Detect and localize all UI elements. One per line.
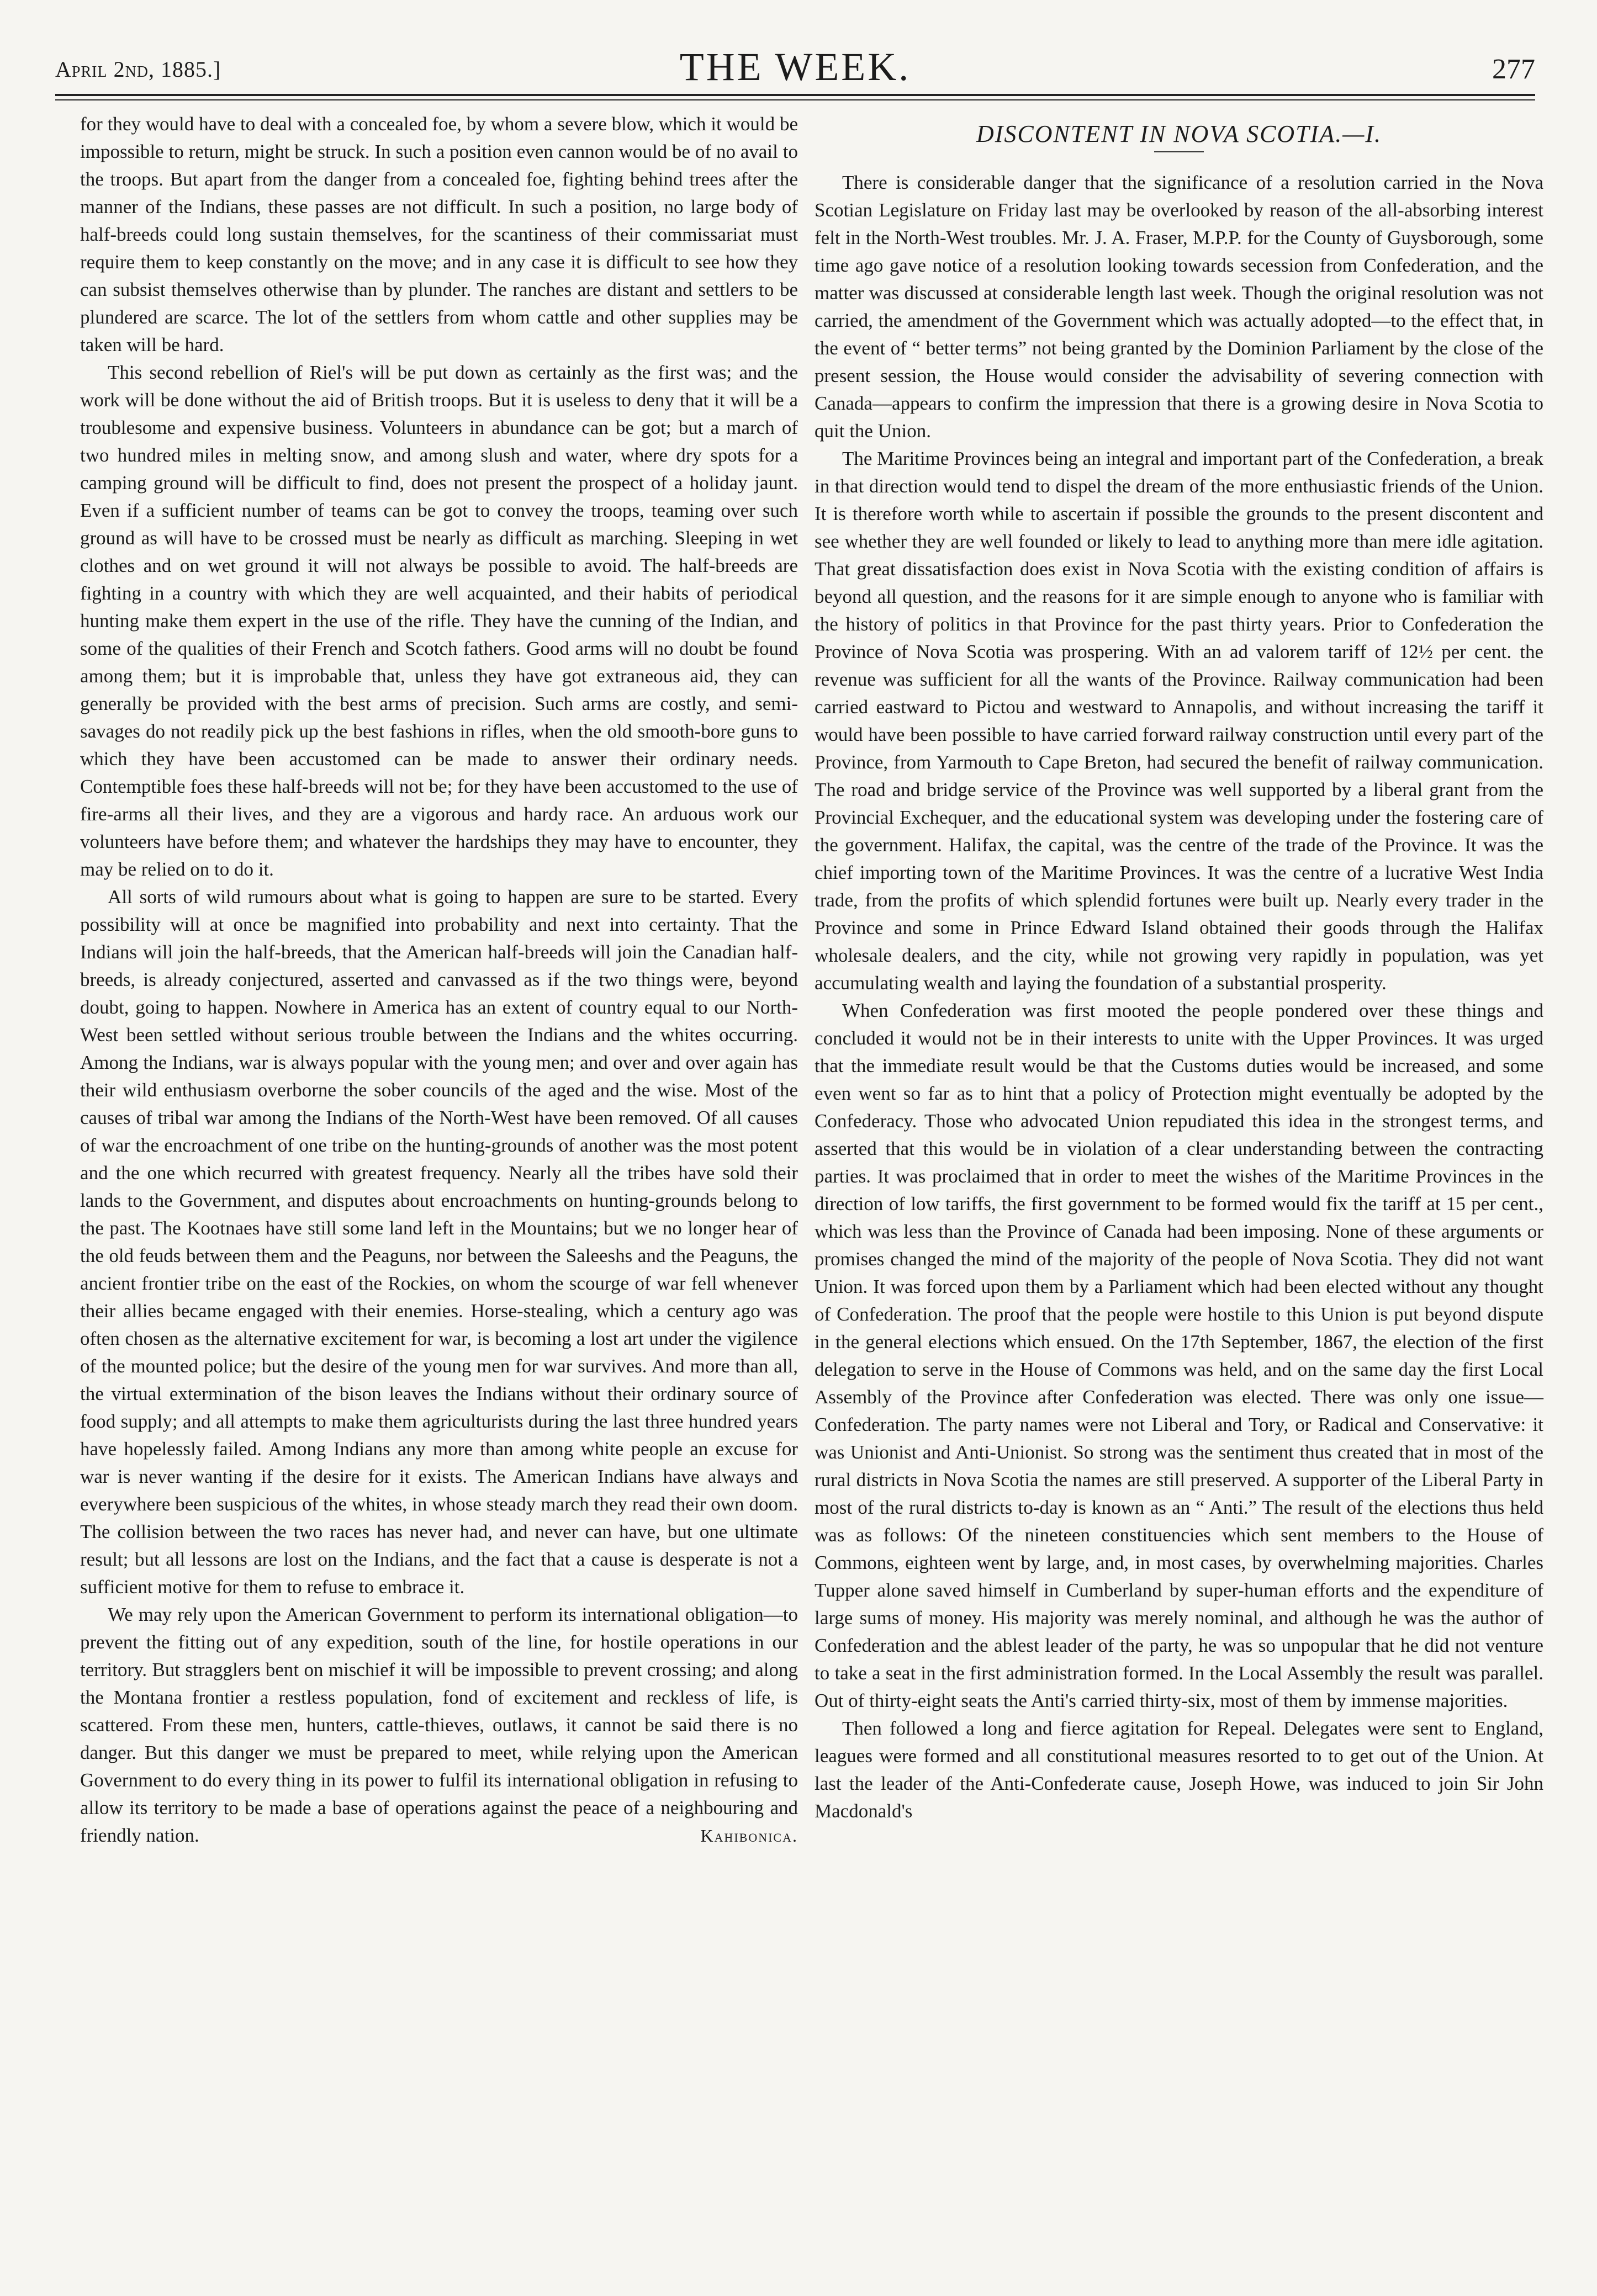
right-column <box>815 110 1543 1825</box>
left-paragraph-2: This second rebellion of Riel's will be put down as certainly as the first was; and the work will be done without the aid of British troops. But it is useless to deny that it will be a troublesome and expensive business. Volunteers in abundance can be got; but a march of two hundred miles in melting snow, and among slush and water, where dry spots for a camping ground will be difficult to find, does not present the prospect of a holiday jaunt. Even if a sufficient number of teams can be got to convey the troops, teaming over such ground as will have to be crossed must be nearly as difficult as marching. Sleeping in wet clothes and on wet ground it will not always be possible to avoid. The half-breeds are fighting in a country with which they are well acquainted, and their habits of periodical hunting make them expert in the use of the rifle. They have the cunning of the Indian, and some of the qualities of their French and Scotch fathers. Good arms will no doubt be found among them; but it is improbable that, unless they have got extraneous aid, they can generally be provided with the best arms of precision. Such arms are costly, and semi-savages do not readily pick up the best fashions in rifles, when the old smooth-bore guns to which they have been accustomed can be made to answer their ordinary needs. Contemptible foes these half-breeds will not be; for they have been accustomed to the use of fire-arms all their lives, and they are a vigorous and hardy race. An arduous work our volunteers have before them; and whatever the hardships they may have to encounter, they may be relied on to do it. <box>80 362 798 880</box>
right-paragraph-2: The Maritime Provinces being an integral and important part of the Confederation, a break in that direction would tend to dispel the dream of the more enthusiastic friends of the Union. It is therefore worth while to ascertain if possible the grounds to the present discontent and see whether they are well founded or likely to lead to anything more than mere idle agitation. That great dissatisfaction does exist in Nova Scotia with the existing condition of affairs is beyond all question, and the reasons for it are simple enough to anyone who is familiar with the history of politics in that Province for the past thirty years. Prior to Confederation the Province of Nova Scotia was prospering. With an ad valorem tariff of 12½ per cent. the revenue was sufficient for all the wants of the Province. Railway communication had been carried eastward to Pictou and westward to Annapolis, and without increasing the tariff it would have been possible to have carried forward railway construction until every part of the Province, from Yarmouth to Cape Breton, had secured the benefit of railway communication. The road and bridge service of the Province was well supported by a liberal grant from the Provincial Exchequer, and the educational system was developing under the fostering care of the government. Halifax, the capital, was the centre of the trade of the Province. It was the chief importing town of the Maritime Provinces. It was the centre of a lucrative West India trade, from the profits of which splendid fortunes were built up. Nearly every trader in the Province and some in Prince Edward Island obtained their goods through the Halifax wholesale dealers, and the city, while not growing very rapidly in population, was yet accumulating wealth and laying the foundation of a substantial prosperity. <box>815 448 1543 994</box>
header-rule-thin <box>55 99 1535 100</box>
title-rule <box>1154 151 1204 152</box>
page-header <box>55 38 1535 109</box>
publication-title: THE WEEK. <box>679 45 911 89</box>
issue-date: April 2nd, 1885.] <box>55 57 221 82</box>
author-signature: Kahibonica. <box>700 1826 798 1846</box>
right-paragraph-1: There is considerable danger that the significance of a resolution carried in the Nova Scotian Legislature on Friday last may be overlooked by reason of the all-absorbing interest felt in the North-West troubles. Mr. J. A. Fraser, M.P.P. for the County of Guysborough, some time ago gave notice of a resolution looking towards secession from Confederation, and the matter was discussed at considerable length last week. Though the original resolution was not carried, the amendment of the Government which was actually adopted—to the effect that, in the event of “ better terms” not being granted by the Dominion Parliament by the close of the present session, the House would consider the advisability of severing connection with Canada—appears to confirm the impression that there is a growing desire in Nova Scotia to quit the Union. <box>815 172 1543 442</box>
right-paragraph-4: Then followed a long and fierce agitation for Repeal. Delegates were sent to England, leagues were formed and all constitutional measures resorted to to get out of the Union. At last the leader of the Anti-Confederate cause, Joseph Howe, was induced to join Sir John Macdonald's <box>815 1717 1543 1822</box>
left-paragraph-1: for they would have to deal with a concealed foe, by whom a severe blow, which it would be impossible to return, might be struck. In such a position even cannon would be of no avail to the troops. But apart from the danger from a concealed foe, fighting behind trees after the manner of the Indians, these passes are not difficult. In such a position, no large body of half-breeds could long sustain themselves, for the scantiness of their commissariat must require them to keep constantly on the move; and in any case it is difficult to see how they can subsist themselves otherwise than by plunder. The ranches are distant and settlers to be plundered are scarce. The lot of the settlers from whom cattle and other supplies may be taken will be hard. <box>80 113 798 356</box>
right-paragraph-3: When Confederation was first mooted the people pondered over these things and concluded it would not be in their interests to unite with the Upper Provinces. It was urged that the immediate result would be that the Customs duties would be increased, and some even went so far as to hint that a policy of Protection might eventually be adopted by the Confederacy. Those who advocated Union repudiated this idea in the strongest terms, and asserted that this would be in violation of a clear understanding between the contracting parties. It was proclaimed that in order to meet the wishes of the Maritime Provinces in the direction of low tariffs, the first government to be formed would fix the tariff at 15 per cent., which was less than the Province of Canada had been imposing. None of these arguments or promises changed the mind of the majority of the people of Nova Scotia. They did not want Union. It was forced upon them by a Parliament which had been elected without any thought of Confederation. The proof that the people were hostile to this Union is put beyond dispute in the general elections which ensued. On the 17th September, 1867, the election of the first delegation to serve in the House of Commons was held, and on the same day the first Local Assembly of the Province after Confederation was elected. There was only one issue—Confederation. The party names were not Liberal and Tory, or Radical and Conservative: it was Unionist and Anti-Unionist. So strong was the sentiment thus created that in most of the rural districts in Nova Scotia the names are still preserved. A supporter of the Liberal Party in most of the rural districts to-day is known as an “ Anti.” The result of the elections thus held was as follows: Of the nineteen constituencies which sent members to the House of Commons, eighteen went by large, and, in most cases, by overwhelming majorities. Charles Tupper alone saved himself in Cumberland by super-human efforts and the expenditure of large sums of money. His majority was merely nominal, and although he was the author of Confederation and the ablest leader of the party, he was so unpopular that he did not venture to take a seat in the first administration formed. In the Local Assembly the result was parallel. Out of thirty-eight seats the Anti's carried thirty-six, most of them by immense majorities. <box>815 1000 1543 1711</box>
page-number: 277 <box>1492 54 1535 85</box>
article-title: DISCONTENT IN NOVA SCOTIA.—I. <box>976 120 1382 147</box>
left-paragraph-4: We may rely upon the American Government to perform its international obligation—to prevent the fitting out of any expedition, south of the line, for hostile operations in our territory. But stragglers bent on mischief it will be impossible to prevent crossing; and along the Montana frontier a restless population, fond of excitement and reckless of life, is scattered. From these men, hunters, cattle-thieves, outlaws, it cannot be said there is no danger. But this danger we must be prepared to meet, while relying upon the American Government to do every thing in its power to fulfil its international obligation in refusing to allow its territory to be made a base of operations against the peace of a neighbouring and friendly nation. <box>80 1604 798 1846</box>
left-column <box>80 110 809 1849</box>
header-rule-thick <box>55 94 1535 96</box>
left-paragraph-3: All sorts of wild rumours about what is going to happen are sure to be started. Every possibility will at once be magnified into probability and next into certainty. That the Indians will join the half-breeds, that the American half-breeds will join the Canadian half-breeds, is already conjectured, asserted and canvassed as if the two things were, beyond doubt, going to happen. Nowhere in America has an extent of country equal to our North-West been settled without serious trouble between the Indians and the whites occurring. Among the Indians, war is always popular with the young men; and over and over again has their wild enthusiasm overborne the sober councils of the aged and the wise. Most of the causes of tribal war among the Indians of the North-West have been removed. Of all causes of war the encroachment of one tribe on the hunting-grounds of another was the most potent and the one which recurred with greatest frequency. Nearly all the tribes have sold their lands to the Government, and disputes about encroachments on hunting-grounds belong to the past. The Kootnaes have still some land left in the Mountains; but we no longer hear of the old feuds between them and the Peaguns, nor between the Saleeshs and the Peaguns, the ancient frontier tribe on the east of the Rockies, on whom the scourge of war fell whenever their allies became engaged with their enemies. Horse-stealing, which a century ago was often chosen as the alternative excitement for war, is becoming a lost art under the vigilence of the mounted police; but the desire of the young men for war survives. And more than all, the virtual extermination of the bison leaves the Indians without their ordinary source of food supply; and all attempts to make them agriculturists during the last three hundred years have hopelessly failed. Among Indians any more than among white people an excuse for war is never wanting if the desire for it exists. The American Indians have always and everywhere been suspicious of the whites, in whose steady march they read their own doom. The collision between the two races has never had, and never can have, but one ultimate result; but all lessons are lost on the Indians, and the fact that a cause is desperate is not a sufficient motive for them to refuse to embrace it. <box>80 886 798 1598</box>
